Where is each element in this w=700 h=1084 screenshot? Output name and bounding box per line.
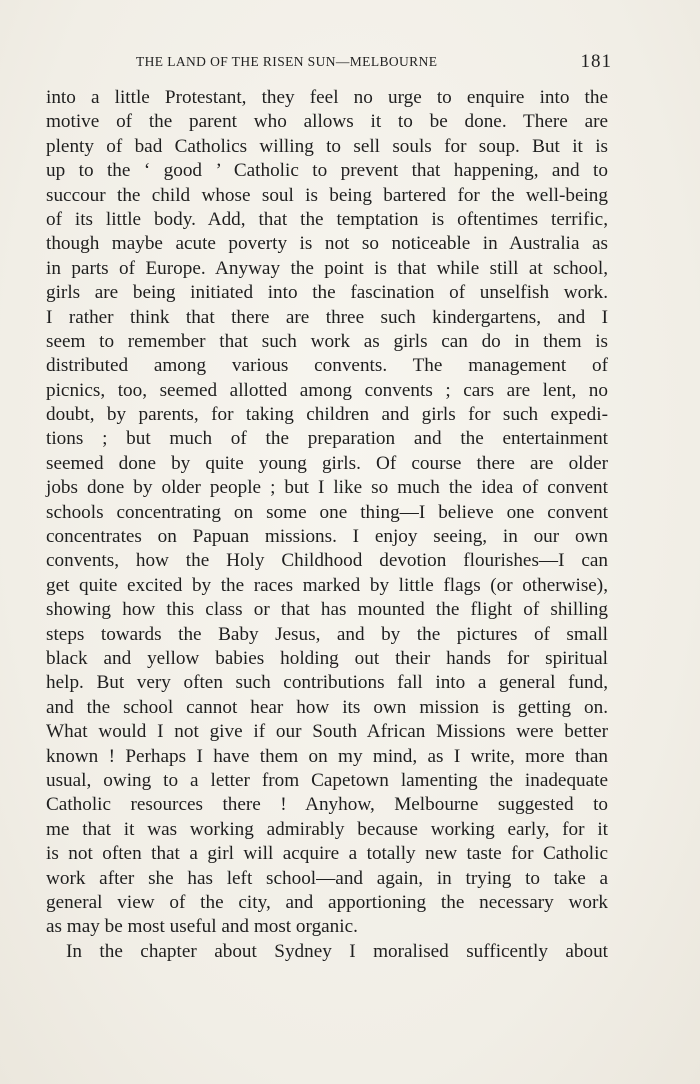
text-line: black and yellow babies holding out their hands for spiritual <box>46 647 608 669</box>
body-text <box>46 86 608 964</box>
page-number: 181 <box>580 51 612 72</box>
page-header <box>46 51 612 75</box>
text-line: motive of the parent who allows it to be done. There are <box>46 111 608 133</box>
text-line: in parts of Europe. Anyway the point is that while still at school, <box>46 257 608 279</box>
text-line: into a little Protestant, they feel no urge to enquire into the <box>46 87 608 108</box>
text-line: showing how this class or that has mounted the flight of shilling <box>46 599 608 621</box>
text-line: usual, owing to a letter from Capetown lamenting the inadequate <box>46 769 608 791</box>
text-line: convents, how the Holy Childhood devotion flourishes—I can <box>46 550 608 572</box>
text-line: up to the ‘ good ’ Catholic to prevent that happening, and to <box>46 160 608 182</box>
text-line: girls are being initiated into the fascination of unselfish work. <box>46 282 608 304</box>
paragraph-end-line: as may be most useful and most organic. <box>46 916 358 938</box>
text-line: Catholic resources there ! Anyhow, Melbourne suggested to <box>46 794 608 816</box>
text-line: me that it was working admirably because working early, for it <box>46 818 608 840</box>
text-line: plenty of bad Catholics willing to sell souls for soup. But it is <box>46 135 608 157</box>
text-line: steps towards the Baby Jesus, and by the pictures of small <box>46 623 608 645</box>
running-title: THE LAND OF THE RISEN SUN—MELBOURNE <box>136 54 438 69</box>
text-line: seem to remember that such work as girls can do in them is <box>46 330 608 352</box>
text-line: seemed done by quite young girls. Of course there are older <box>46 452 608 474</box>
text-line: tions ; but much of the preparation and the entertainment <box>46 428 608 450</box>
text-line: concentrates on Papuan missions. I enjoy seeing, in our own <box>46 526 608 548</box>
text-line: work after she has left school—and again, in trying to take a <box>46 867 608 889</box>
text-line: get quite excited by the races marked by little flags (or otherwise), <box>46 574 608 596</box>
text-line: of its little body. Add, that the temptation is oftentimes terrific, <box>46 208 608 230</box>
text-line: doubt, by parents, for taking children and girls for such expedi- <box>46 404 608 426</box>
text-line: distributed among various convents. The management of <box>46 355 608 377</box>
text-line: though maybe acute poverty is not so noticeable in Australia as <box>46 233 608 255</box>
text-line: is not often that a girl will acquire a totally new taste for Catholic <box>46 843 608 865</box>
text-line: picnics, too, seemed allotted among convents ; cars are lent, no <box>46 379 608 401</box>
text-line: general view of the city, and apportioning the necessary work <box>46 891 608 913</box>
text-line: schools concentrating on some one thing—I believe one convent <box>46 501 608 523</box>
paragraph-start-line: In the chapter about Sydney I moralised sufficently about <box>66 940 608 962</box>
text-line: known ! Perhaps I have them on my mind, as I write, more than <box>46 745 608 767</box>
text-line: What would I not give if our South African Missions were better <box>46 721 608 743</box>
text-line: and the school cannot hear how its own mission is getting on. <box>46 696 608 718</box>
text-line: I rather think that there are three such kindergartens, and I <box>46 306 608 328</box>
text-line: jobs done by older people ; but I like so much the idea of convent <box>46 477 608 499</box>
text-line: succour the child whose soul is being bartered for the well-being <box>46 184 608 206</box>
text-line: help. But very often such contributions fall into a general fund, <box>46 672 608 694</box>
